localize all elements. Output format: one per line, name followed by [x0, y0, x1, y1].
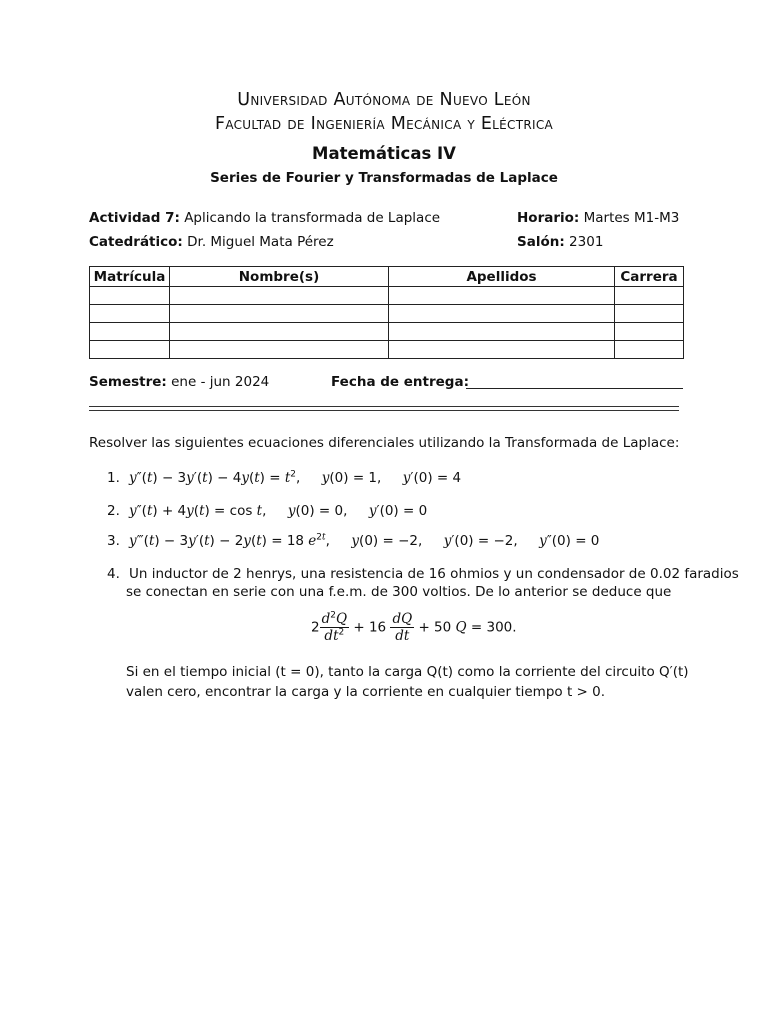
table-cell[interactable] [389, 305, 615, 323]
schedule-label: Horario: [517, 210, 580, 226]
header-carrera: Carrera [615, 267, 684, 287]
header-nombres: Nombre(s) [170, 267, 389, 287]
problem-4-text-1: Un inductor de 2 henrys, una resistencia de 16 ohmios y un condensador de 0.02 faradios [129, 566, 739, 582]
problem-4-text-2: se conectan en serie con una f.e.m. de 300 voltios. De lo anterior se deduce que [126, 584, 672, 600]
teacher-label: Catedrático: [89, 234, 183, 250]
table-row [90, 305, 684, 323]
table-cell[interactable] [90, 287, 170, 305]
problem-3-number: 3. [107, 533, 120, 549]
table-cell[interactable] [170, 323, 389, 341]
table-header-row [90, 267, 684, 287]
table-cell[interactable] [389, 341, 615, 359]
activity-line [89, 210, 440, 226]
course-subtitle: Series de Fourier y Transformadas de Laplace [210, 170, 558, 186]
table-row [90, 287, 684, 305]
table-cell[interactable] [170, 341, 389, 359]
problem-3: 3. y‴(t) − 3y′(t) − 2y(t) = 18 $e^{2t}$, y(0) = −2, y′(0) = −2, y″(0) = 0 [107, 532, 600, 549]
teacher-line [89, 234, 334, 250]
schedule-value: Martes M1-M3 [583, 210, 680, 226]
problem-4-text-4: valen cero, encontrar la carga y la corriente en cualquier tiempo t > 0. [126, 684, 606, 700]
table-cell[interactable] [615, 305, 684, 323]
table-cell[interactable] [170, 305, 389, 323]
activity-label: Actividad 7: [89, 210, 180, 226]
problem-1-number: 1. [107, 470, 120, 486]
table-cell[interactable] [90, 341, 170, 359]
table-cell[interactable] [615, 287, 684, 305]
semester-label: Semestre: [89, 374, 167, 390]
room-line [517, 234, 603, 250]
table-cell[interactable] [90, 305, 170, 323]
instructions-text: Resolver las siguientes ecuaciones diferenciales utilizando la Transformada de Laplace: [89, 435, 680, 451]
faculty-name: Facultad de Ingeniería Mecánica y Eléctrica [214, 114, 554, 134]
table-cell[interactable] [615, 323, 684, 341]
due-date-label: Fecha de entrega: [331, 374, 469, 390]
circuit-equation: 2 $\frac{d^2Q}{dt^2}$ + 16 $\frac{dQ}{dt}$ + 50 Q = 300. [311, 610, 517, 644]
room-value: 2301 [569, 234, 604, 250]
room-label: Salón: [517, 234, 565, 250]
table-cell[interactable] [615, 341, 684, 359]
schedule-line [517, 210, 679, 226]
students-table [89, 266, 684, 359]
due-date-field[interactable] [466, 388, 683, 389]
table-cell[interactable] [389, 287, 615, 305]
table-cell[interactable] [90, 323, 170, 341]
problem-4-text-3: Si en el tiempo inicial (t = 0), tanto la carga Q(t) como la corriente del circuito Q′(t) [126, 664, 689, 680]
teacher-value: Dr. Miguel Mata Pérez [187, 234, 334, 250]
semester-line [89, 374, 269, 390]
table-row [90, 341, 684, 359]
header-apellidos: Apellidos [389, 267, 615, 287]
course-title: Matemáticas IV [312, 144, 456, 163]
table-cell[interactable] [170, 287, 389, 305]
problem-2: 2. y″(t) + 4y(t) = cos t, y(0) = 0, y′(0) = 0 [107, 503, 428, 519]
university-name: Universidad Autónoma de Nuevo León [237, 90, 531, 110]
table-row [90, 323, 684, 341]
semester-value: ene - jun 2024 [171, 374, 270, 390]
problem-4-line1 [107, 566, 739, 582]
problem-2-number: 2. [107, 503, 120, 519]
problem-1: 1. $y''(t) - 3y'(t) - 4y(t) = t^2$, y(0) = 1, y′(0) = 4 [107, 469, 462, 486]
table-cell[interactable] [389, 323, 615, 341]
due-date-line [331, 374, 469, 390]
header-matricula: Matrícula [90, 267, 170, 287]
divider-bottom [89, 410, 679, 411]
problem-4-number: 4. [107, 566, 120, 582]
activity-value: Aplicando la transformada de Laplace [184, 210, 441, 226]
divider-top [89, 406, 679, 407]
